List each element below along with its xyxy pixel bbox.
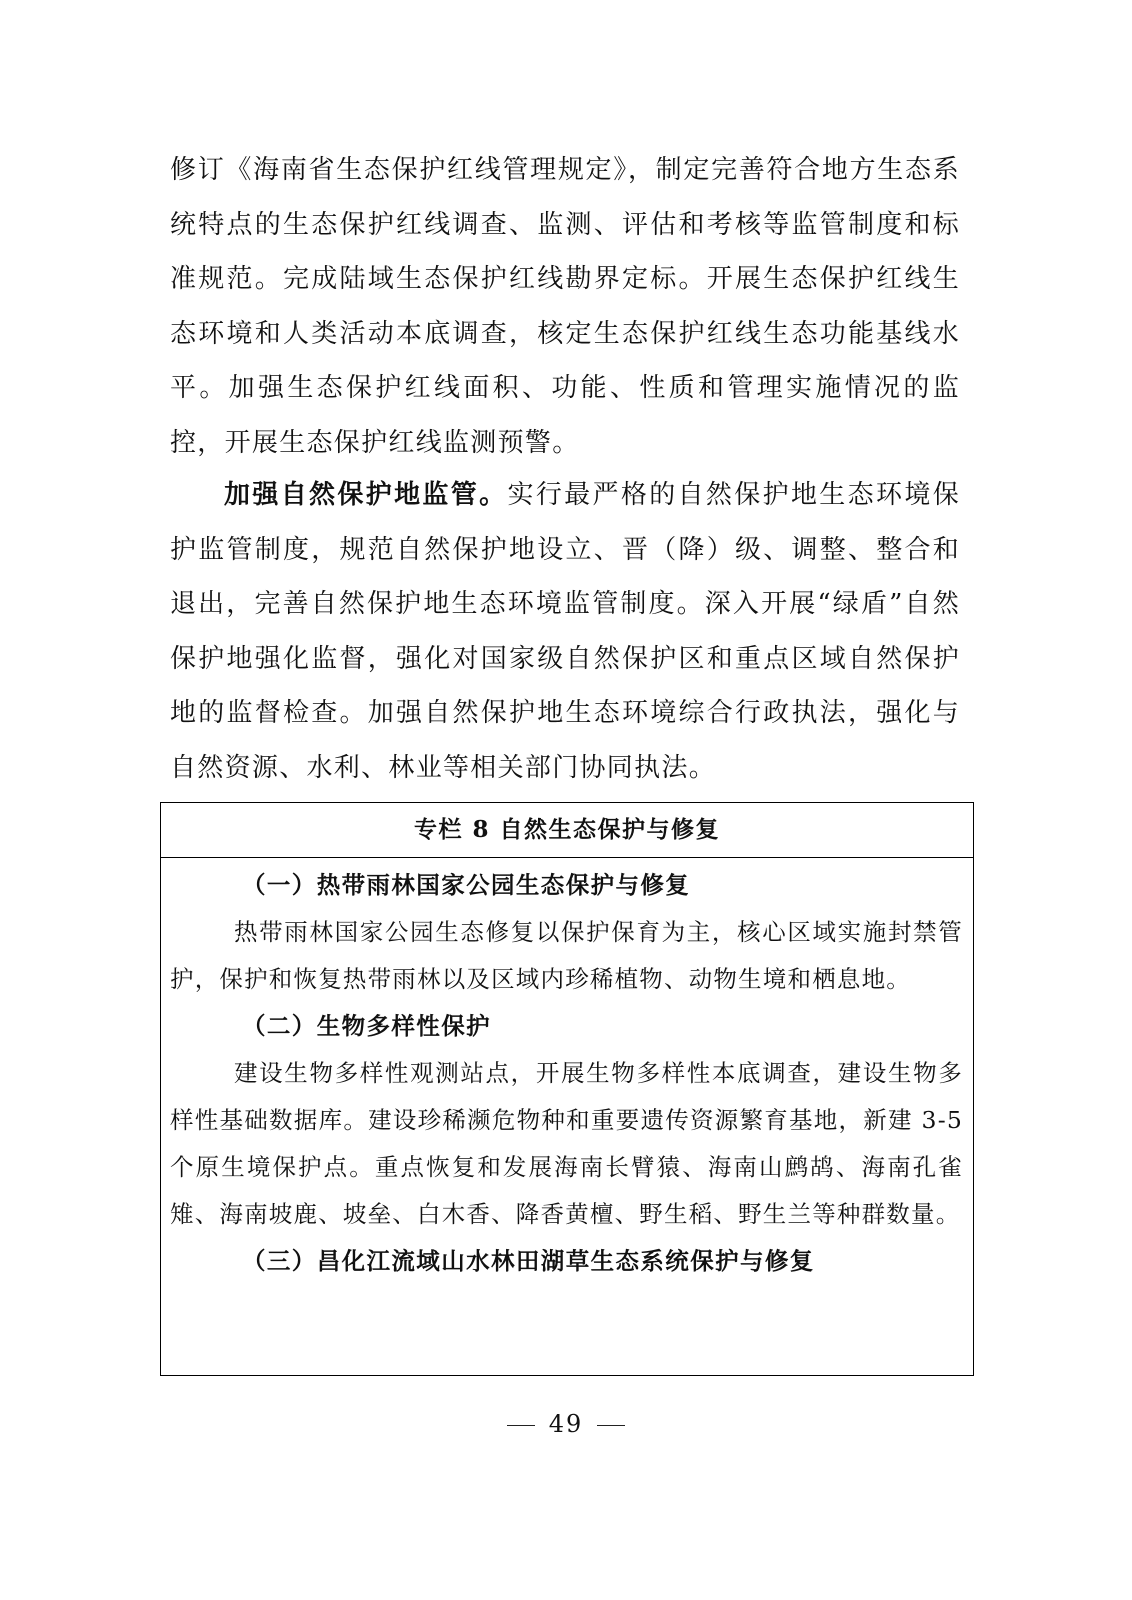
- section-heading-biodiversity: （二）生物多样性保护: [242, 1012, 491, 1040]
- section-heading-changhua-river: （三）昌化江流域山水林田湖草生态系统保护与修复: [242, 1247, 815, 1275]
- page-number: [0, 1410, 1132, 1438]
- column-box: [160, 802, 974, 1376]
- paragraph-red-line-regulation: 修订《海南省生态保护红线管理规定》，制定完善符合地方生态系统特点的生态保护红线调查、监测、评估和考核等监管制度和标准规范。完成陆域生态保护红线勘界定标。开展生态保护红线生态环境和人类活动本底调查，核定生态保护红线生态功能基线水平。加强生态保护红线面积、功能、性质和管理实施情况的监控，开展生态保护红线监测预警。: [170, 155, 960, 458]
- section-heading-rainforest: （一）热带雨林国家公园生态保护与修复: [242, 871, 691, 899]
- section-text-biodiversity: 建设生物多样性观测站点，开展生物多样性本底调查，建设生物多样性基础数据库。建设珍稀濒危物种和重要遗传资源繁育基地，新建 3-5 个原生境保护点。重点恢复和发展海南长臂猿、海南山鹧鸪、海南孔雀雉、海南坡鹿、坡垒、白木香、降香黄檀、野生稻、野生兰等种群数量。: [170, 1059, 963, 1228]
- paragraph-body-text: 实行最严格的自然保护地生态环境保护监管制度，规范自然保护地设立、晋（降）级、调整、整合和退出，完善自然保护地生态环境监管制度。深入开展“绿盾”自然保护地强化监督，强化对国家级自然保护区和重点区域自然保护地的监督检查。加强自然保护地生态环境综合行政执法，强化与自然资源、水利、林业等相关部门协同执法。: [170, 480, 960, 783]
- dash-left: [507, 1425, 535, 1426]
- section-text-rainforest: 热带雨林国家公园生态修复以保护保育为主，核心区域实施封禁管护，保护和恢复热带雨林以及区域内珍稀植物、动物生境和栖息地。: [170, 918, 963, 993]
- page-number-value: 49: [548, 1410, 584, 1438]
- dash-right: [597, 1425, 625, 1426]
- paragraph-lead-heading: 加强自然保护地监管。: [224, 480, 508, 510]
- paragraph-protected-area-supervision: [170, 468, 960, 795]
- column-box-body: [161, 858, 973, 1285]
- column-box-title: 专栏 8 自然生态保护与修复: [161, 803, 973, 858]
